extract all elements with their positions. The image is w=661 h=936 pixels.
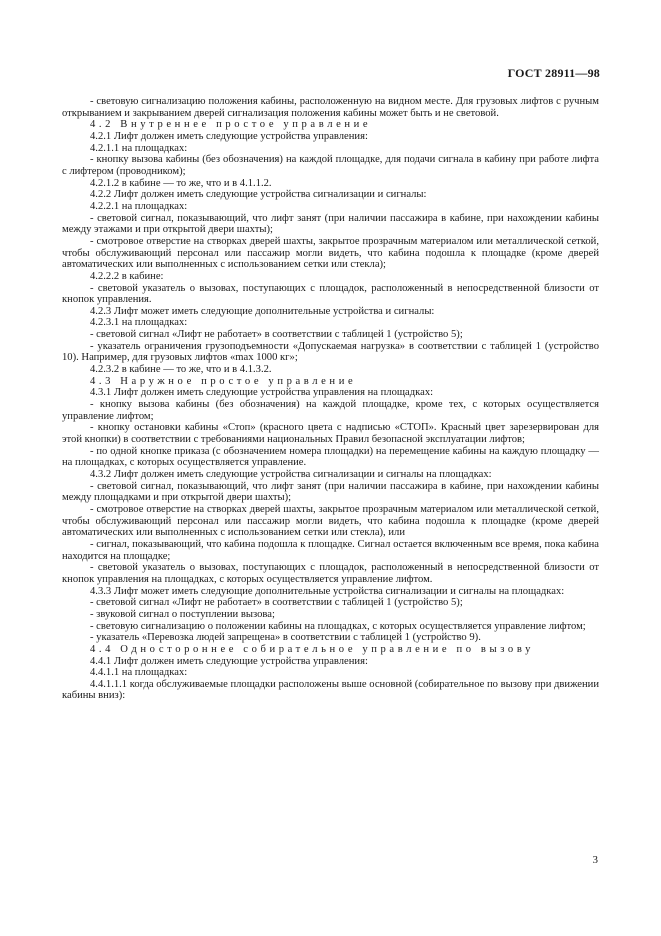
paragraph: 4.2.1 Лифт должен иметь следующие устройства управления: [90,130,368,142]
paragraph: - кнопку вызова кабины (без обозначения) на каждой площадке, кроме тех, с которых осуществляется управление лифтом; [62,399,599,422]
paragraph: - смотровое отверстие на створках дверей шахты, закрытое прозрачным материалом или металлической сеткой, чтобы обслуживающий персонал или пассажир могли видеть, что кабина подошла к площадке (кроме дверей автоматических или выполненных с использованием сетки или стекла), или [62,503,599,539]
paragraph: 4.2.3 Лифт может иметь следующие дополнительные устройства и сигналы: [90,305,435,317]
section-heading: 4.3 Наружное простое управление [90,375,357,387]
paragraph: 4.4.1.1 на площадках: [90,667,188,679]
paragraph: - световой сигнал «Лифт не работает» в соответствии с таблицей 1 (устройство 5); [90,329,463,341]
paragraph: - световую сигнализацию о положении кабины на площадках, с которых осуществляется управление лифтом; [90,620,586,632]
paragraph: - световой указатель о вызовах, поступающих с площадок, расположенный в непосредственной близости от кнопок управления. [62,282,599,306]
paragraph: 4.2.2.1 на площадках: [90,200,188,212]
paragraph: 4.2.3.2 в кабине — то же, что и в 4.1.3.2. [90,364,272,376]
section-heading: 4.2 Внутреннее простое управление [90,119,372,131]
paragraph: 4.2.3.1 на площадках: [90,317,188,329]
paragraph: 4.2.2 Лифт должен иметь следующие устройства сигнализации и сигналы: [90,189,427,201]
paragraph: - световой сигнал, показывающий, что лифт занят (при наличии пассажира в кабине, при нахождении кабины между этажами и при открытой двери шахты); [62,212,599,236]
paragraph: 4.3.1 Лифт должен иметь следующие устройства управления на площадках: [90,387,434,399]
section-heading: 4.4 Одностороннее собирательное управление по вызову [90,643,534,655]
paragraph: - указатель ограничения грузоподъемности «Допускаемая нагрузка» в соответствии с таблицей 1 (устройство 10). Например, для грузовых лифтов «max 1000 кг»; [62,340,599,364]
paragraph: 4.4.1.1.1 когда обслуживаемые площадки расположены выше основной (собирательное по вызову при движении кабины вниз): [62,678,599,702]
paragraph: - кнопку остановки кабины «Стоп» (красного цвета с надписью «СТОП». Красный цвет зарезервирован для этой кнопки) в соответствии с требованиями национальных Правил безопасной эксплуатации лифтов; [62,422,599,446]
paragraph: 4.3.2 Лифт должен иметь следующие устройства сигнализации и сигналы на площадках: [90,469,492,480]
paragraph: - световой указатель о вызовах, поступающих с площадок, расположенный в непосредственной близости от кнопок управления на площадках, с которых осуществляется управление лифтом. [62,562,599,585]
paragraph: - смотровое отверстие на створках дверей шахты, закрытое прозрачным материалом или металлической сеткой, чтобы обслуживающий персонал или пассажир могли видеть, что кабина подошла к площадке (кроме дверей автоматических или выполненных с использованием сетки или стекла); [62,235,599,271]
paragraph: 4.3.3 Лифт может иметь следующие дополнительные устройства сигнализации и сигналы на площадках: [90,585,565,597]
page-number: 3 [592,854,598,866]
paragraph: - по одной кнопке приказа (с обозначением номера площадки) на перемещение кабины на каждую площадку — на площадках, с которых осуществляется управление. [62,445,599,469]
standard-designation: ГОСТ 28911—98 [507,66,600,80]
paragraph: - сигнал, показывающий, что кабина подошла к площадке. Сигнал остается включенным все время, пока кабина находится на площадке; [62,538,599,562]
paragraph: 4.2.2.2 в кабине: [90,270,164,282]
paragraph: - указатель «Перевозка людей запрещена» в соответствии с таблицей 1 (устройство 9). [90,632,481,644]
document-body [62,96,599,702]
paragraph: - световую сигнализацию положения кабины, расположенную на видном месте. Для грузовых лифтов с ручным открыванием и закрыванием дверей сигнализация положения кабины может быть и не световой. [62,96,599,119]
paragraph: - световой сигнал «Лифт не работает» в соответствии с таблицей 1 (устройство 5); [90,597,463,609]
paragraph: 4.2.1.2 в кабине — то же, что и в 4.1.1.2. [90,177,272,189]
paragraph: - световой сигнал, показывающий, что лифт занят (при наличии пассажира в кабине, при нахождении кабины между площадками и при открытой двери шахты); [62,480,599,504]
paragraph: - звуковой сигнал о поступлении вызова; [90,608,275,620]
paragraph: 4.4.1 Лифт должен иметь следующие устройства управления: [90,655,368,667]
paragraph: - кнопку вызова кабины (без обозначения) на каждой площадке, для подачи сигнала в кабину при работе лифта с лифтером (проводником); [62,154,599,177]
paragraph: 4.2.1.1 на площадках: [90,142,188,154]
